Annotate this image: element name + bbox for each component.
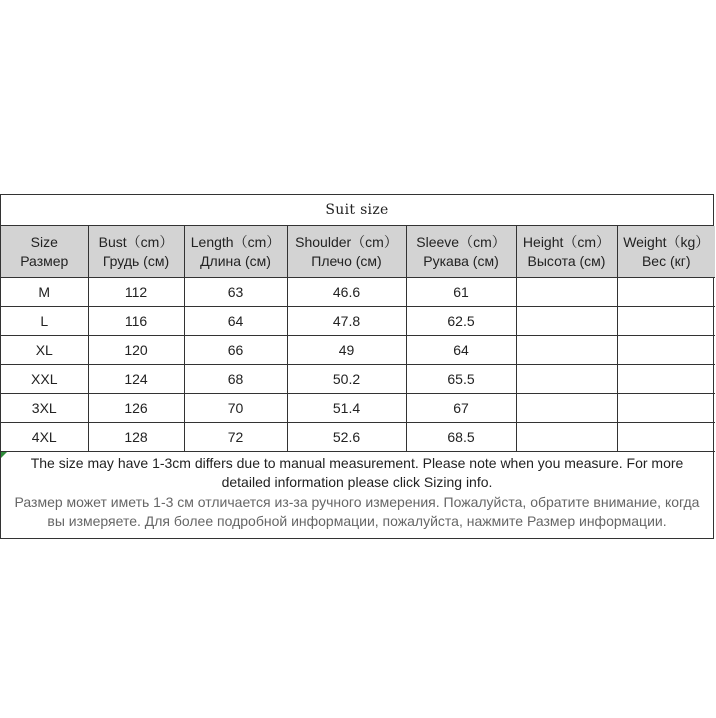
table-row [1,423,715,452]
cell-height [516,365,617,394]
cell-length: 63 [184,278,287,307]
cell-shoulder: 49 [287,336,406,365]
cell-size: 4XL [1,423,88,452]
cell-weight [617,394,715,423]
cell-bust: 128 [88,423,184,452]
cell-height [516,336,617,365]
cell-length: 68 [184,365,287,394]
cell-height [516,423,617,452]
size-chart [0,194,714,539]
cell-shoulder: 47.8 [287,307,406,336]
cell-sleeve: 65.5 [406,365,516,394]
cell-weight [617,307,715,336]
measurement-note [1,452,713,531]
table-row [1,394,715,423]
table-row [1,278,715,307]
table-row [1,365,715,394]
cell-shoulder: 50.2 [287,365,406,394]
header-height: Height（cm） Высота (см) [516,226,617,278]
header-size: Size Размер [1,226,88,278]
size-table [1,226,715,452]
cell-bust: 126 [88,394,184,423]
cell-sleeve: 64 [406,336,516,365]
cell-size: M [1,278,88,307]
chart-title: Suit size [1,195,713,226]
cell-sleeve: 62.5 [406,307,516,336]
cell-bust: 112 [88,278,184,307]
header-length: Length（cm） Длина (см) [184,226,287,278]
cell-shoulder: 52.6 [287,423,406,452]
cell-shoulder: 46.6 [287,278,406,307]
header-row [1,226,715,278]
cell-size: 3XL [1,394,88,423]
note-english: The size may have 1-3cm differs due to manual measurement. Please note when you measure. For more detailed information please click Sizing info. [30,455,684,490]
table-row [1,307,715,336]
cell-length: 70 [184,394,287,423]
cell-weight [617,278,715,307]
cell-bust: 120 [88,336,184,365]
cell-weight [617,423,715,452]
cell-size: L [1,307,88,336]
cell-height [516,278,617,307]
header-shoulder: Shoulder（cm） Плечо (см) [287,226,406,278]
cell-height [516,307,617,336]
cell-bust: 116 [88,307,184,336]
note-russian: Размер может иметь 1-3 см отличается из-за ручного измерения. Пожалуйста, обратите внимание, когда вы измеряете. Для более подробной информации, пожалуйста, нажмите Размер информации. [14,494,700,529]
cell-weight [617,336,715,365]
table-row [1,336,715,365]
header-bust: Bust（cm） Грудь (см) [88,226,184,278]
cell-bust: 124 [88,365,184,394]
cell-sleeve: 67 [406,394,516,423]
cell-height [516,394,617,423]
header-weight: Weight（kg） Вес (кг) [617,226,715,278]
header-sleeve: Sleeve（cm） Рукава (см) [406,226,516,278]
cell-size: XL [1,336,88,365]
corner-marker-icon [1,452,7,458]
cell-size: XXL [1,365,88,394]
cell-length: 64 [184,307,287,336]
cell-length: 72 [184,423,287,452]
cell-sleeve: 61 [406,278,516,307]
cell-weight [617,365,715,394]
cell-length: 66 [184,336,287,365]
cell-shoulder: 51.4 [287,394,406,423]
cell-sleeve: 68.5 [406,423,516,452]
